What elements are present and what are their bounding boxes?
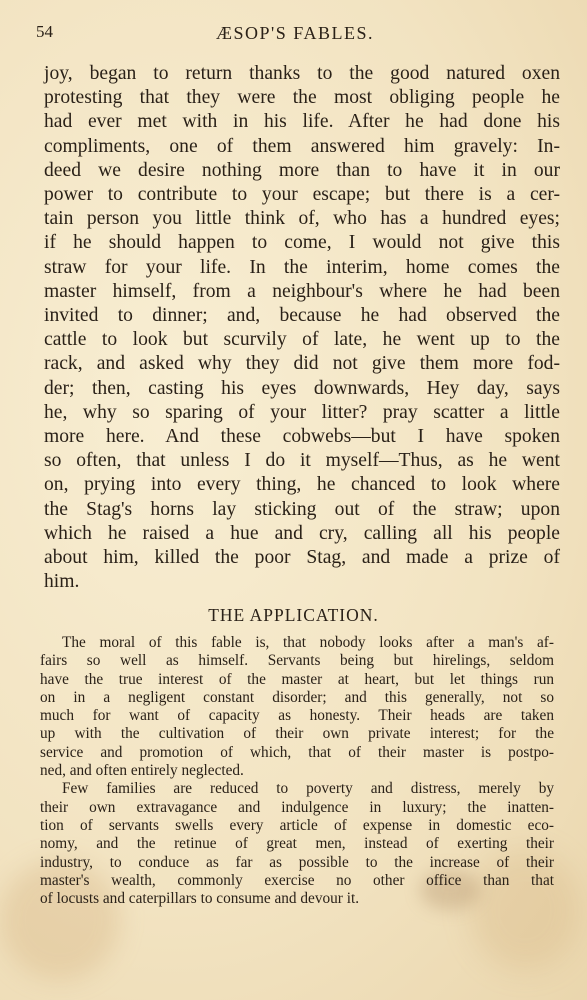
application-line: of locusts and caterpillars to consume and devour it. [40, 890, 360, 908]
body-line: cattle to look but scurvily of late, he went up to the [44, 329, 560, 351]
body-line: joy, began to return thanks to the good natured oxen [44, 63, 560, 84]
body-line: so often, that unless I do it myself—Thus, as he went [44, 450, 560, 472]
running-head: ÆSOP'S FABLES. [216, 23, 374, 43]
body-line: straw for your life. In the interim, home comes the [44, 256, 560, 278]
fable-body [44, 62, 560, 594]
page-number: 54 [36, 22, 53, 41]
application-line: master's wealth, commonly exercise no other office than that [40, 871, 554, 889]
application-text [40, 634, 554, 908]
body-line: which he raised a hue and cry, calling all his people [44, 522, 560, 544]
body-line: invited to dinner; and, because he had observed the [44, 305, 560, 327]
application-line: their own extravagance and indulgence in luxury; the inatten- [40, 798, 554, 816]
application-line: up with the cultivation of their own private interest; for the [40, 725, 554, 743]
application-line: much for want of capacity as honesty. Their heads are taken [40, 707, 554, 725]
body-line: tain person you little think of, who has a hundred eyes; [44, 208, 560, 230]
body-line: protesting that they were the most obliging people he [44, 87, 560, 109]
body-line: power to contribute to your escape; but there is a cer- [44, 184, 560, 206]
section-heading: THE APPLICATION. [208, 605, 379, 625]
page-header [36, 22, 565, 46]
application-line: fairs so well as himself. Servants being but hirelings, seldom [40, 652, 554, 670]
body-line: the Stag's horns lay sticking out of the straw; upon [44, 498, 560, 520]
application-line: have the true interest of the master at heart, but let things run [40, 670, 554, 688]
body-line: master himself, from a neighbour's where he had been [44, 280, 560, 302]
application-line: on in a negligent constant disorder; and this generally, not so [40, 688, 554, 706]
application-line: nomy, and the retinue of great men, instead of exerting their [40, 835, 554, 853]
body-line: der; then, casting his eyes downwards, Hey day, says [44, 377, 560, 399]
body-line: more here. And these cobwebs—but I have spoken [44, 426, 560, 448]
body-line: on, prying into every thing, he chanced to look where [44, 474, 560, 496]
application-line: industry, to conduce as far as possible to the increase of their [40, 853, 554, 871]
body-line: if he should happen to come, I would not give this [44, 232, 560, 254]
application-line: ned, and often entirely neglected. [40, 762, 244, 780]
body-line: compliments, one of them answered him gravely: In- [44, 135, 560, 157]
body-line: about him, killed the poor Stag, and made a prize of [44, 547, 560, 569]
body-line: deed we desire nothing more than to have it in our [44, 159, 560, 181]
body-line: had ever met with in his life. After he had done his [44, 111, 560, 133]
application-line: Few families are reduced to poverty and distress, merely by [62, 780, 554, 798]
application-line: The moral of this fable is, that nobody looks after a man's af- [62, 634, 554, 651]
body-line: him. [44, 571, 80, 593]
body-line: rack, and asked why they did not give them more fod- [44, 353, 560, 375]
application-line: tion of servants swells every article of expense in domestic eco- [40, 816, 554, 834]
application-line: service and promotion of which, that of their master is postpo- [40, 743, 554, 761]
body-line: he, why so sparing of your litter? pray scatter a little [44, 401, 560, 423]
